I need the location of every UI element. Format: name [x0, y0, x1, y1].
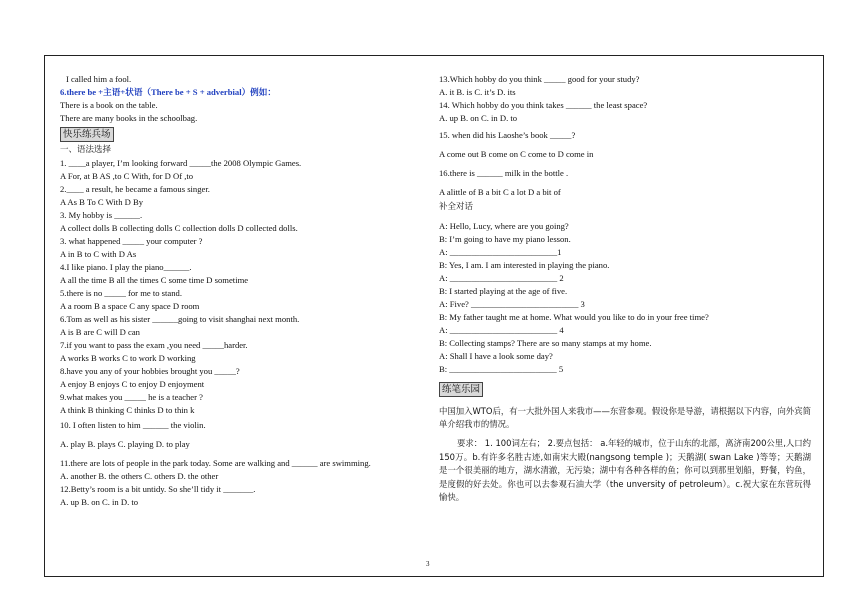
dialogue-line: A: Five? _________________________ 3	[439, 299, 585, 309]
question-line: 6.Tom as well as his sister ______going to visit shanghai next month.	[60, 314, 300, 324]
writing-intro: 中国加入WTO后，有一大批外国人来我市——东营参观。假设你是导游，请根据以下内容，向外宾简单介绍我市的情况。	[439, 406, 811, 429]
dialogue-line: B: I started playing at the age of five.	[439, 286, 568, 296]
question-line: 12.Betty’s room is a bit untidy. So she’ll tidy it _______.	[60, 484, 256, 494]
question-line: 15. when did his Laoshe’s book _____?	[439, 130, 576, 140]
question-line: A For, at B AS ,to C With, for D Of ,to	[60, 171, 194, 181]
question-line: A all the time B all the times C some time D sometime	[60, 275, 249, 285]
question-line: 14. Which hobby do you think takes ______ the least space?	[439, 100, 648, 110]
question-line: 7.if you want to pass the exam ,you need _____harder.	[60, 340, 248, 350]
question-options: A alittle of B a bit C a lot D a bit of	[439, 187, 561, 197]
dialogue-line: A: _________________________1	[439, 247, 562, 257]
dialogue-line: B: My father taught me at home. What would you like to do in your free time?	[439, 312, 709, 322]
question-options: A. another B. the others C. others D. the other	[60, 471, 219, 481]
dialogue	[439, 220, 811, 376]
question-line: 2.____ a result, he became a famous singer.	[60, 184, 210, 194]
right-column	[439, 73, 811, 505]
dialogue-line: A: Shall I have a look some day?	[439, 351, 553, 361]
question-line: 3. what happened _____ your computer ?	[60, 236, 203, 246]
section-title: 一、语法选择	[60, 145, 112, 155]
question-options: A come out B come on C come to D come in	[439, 149, 594, 159]
question-line: 11.there are lots of people in the park today. Some are walking and ______ are swimming.	[60, 458, 371, 468]
question-line: A collect dolls B collecting dolls C collection dolls D collected dolls.	[60, 223, 298, 233]
question-line: A works B works C to work D working	[60, 353, 196, 363]
grammar-example: There are many books in the schoolbag.	[60, 113, 198, 123]
dialogue-line: A: Hello, Lucy, where are you going?	[439, 221, 569, 231]
question-line: A As B To C With D By	[60, 197, 144, 207]
question-line: 16.there is ______ milk in the bottle .	[439, 168, 569, 178]
question-options: A. up B. on C. in D. to	[60, 497, 139, 507]
dialogue-line: A: _________________________ 4	[439, 325, 564, 335]
question-line: 1. ____a player, I’m looking forward _____the 2008 Olympic Games.	[60, 158, 302, 168]
dialogue-line: B: I’m going to have my piano lesson.	[439, 234, 571, 244]
question-line: A is B are C will D can	[60, 327, 140, 337]
grammar-rule-title: 6.there be +主语+状语（There be + S + adverbial）例如：	[60, 87, 276, 97]
question-list	[60, 157, 425, 432]
question-line: 9.what makes you _____ he is a teacher ?	[60, 392, 203, 402]
writing-heading: 练笔乐园	[439, 382, 483, 397]
dialogue-line: A: _________________________ 2	[439, 273, 564, 283]
question-options: A. up B. on C. in D. to	[439, 113, 518, 123]
question-line: A think B thinking C thinks D to thin k	[60, 405, 195, 415]
question-line: 4.I like piano. I play the piano______.	[60, 262, 192, 272]
question-line: A in B to C with D As	[60, 249, 137, 259]
grammar-example: There is a book on the table.	[60, 100, 158, 110]
dialogue-line: B: Collecting stamps? There are so many stamps at my home.	[439, 338, 652, 348]
question-line: A a room B a space C any space D room	[60, 301, 200, 311]
dialogue-line: B: _________________________ 5	[439, 364, 564, 374]
question-line: 3. My hobby is ______.	[60, 210, 143, 220]
question-line: 5.there is no _____ for me to stand.	[60, 288, 182, 298]
intro-line: I called him a fool.	[66, 74, 132, 84]
question-options: A. play B. plays C. playing D. to play	[60, 439, 190, 449]
left-column	[60, 73, 425, 509]
section-title: 补全对话	[439, 202, 474, 212]
question-options: A. it B. is C. it’s D. its	[439, 87, 516, 97]
question-line: 10. I often listen to him ______ the violin.	[60, 420, 206, 430]
question-line: A enjoy B enjoys C to enjoy D enjoyment	[60, 379, 205, 389]
question-line: 13.Which hobby do you think _____ good for your study?	[439, 74, 640, 84]
writing-requirements: 要求： 1. 100词左右； 2.要点包括： a.年轻的城市，位于山东的北部，离济南200公里,人口约150万。b.有许多名胜古迹,如南宋大殿(nangsong temple )；天鹅湖( swan Lake )等等；天鹅湖是一个很美丽的地方，湖水清澈，无污染；湖中有各种各样的鱼；你可以到那里划船，野餐，钓鱼，是度假的好去处。你也可以去参观石油大学（the unversity of petroleum）。c.祝大家在东营玩得愉快。	[439, 438, 811, 502]
dialogue-line: B: Yes, I am. I am interested in playing the piano.	[439, 260, 610, 270]
question-line: 8.have you any of your hobbies brought you _____?	[60, 366, 240, 376]
practice-heading: 快乐练兵场	[60, 127, 114, 142]
page-number: 3	[426, 560, 430, 568]
